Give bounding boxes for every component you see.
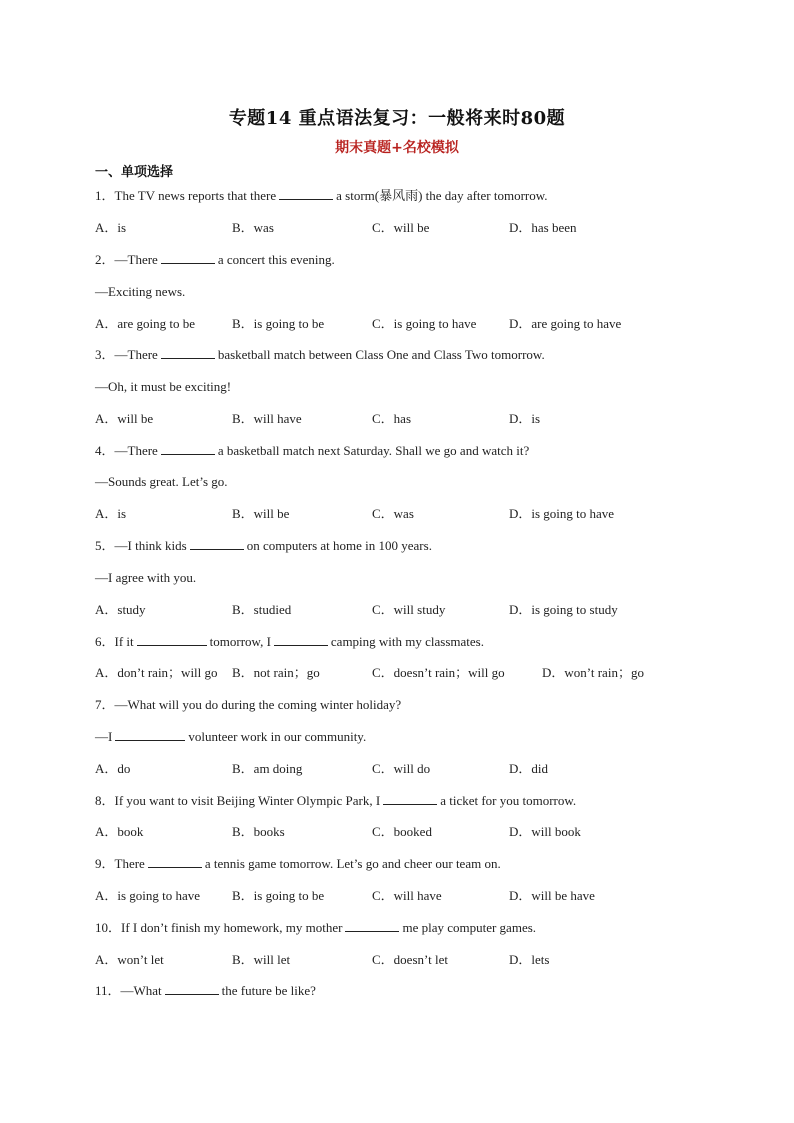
option-d: D．will book xyxy=(509,824,581,839)
option-c: C．will have xyxy=(372,888,442,903)
option-d: D．is going to study xyxy=(509,602,618,617)
answer-blank xyxy=(190,538,244,550)
answer-blank xyxy=(161,252,215,264)
question-stem: 7．—What will you do during the coming winter holiday? xyxy=(95,697,402,712)
page-subtitle: 期末真题+名校模拟 xyxy=(335,140,459,156)
option-c: C．has xyxy=(372,411,412,426)
question-stem: 9．There a tennis game tomorrow. Let’s go and cheer our team on. xyxy=(95,856,501,871)
option-b: B．was xyxy=(232,220,274,235)
option-a: A．don’t rain；will go xyxy=(95,665,218,680)
answer-blank xyxy=(161,347,215,359)
option-b: B．is going to be xyxy=(232,888,325,903)
option-a: A．book xyxy=(95,824,144,839)
option-b: B．is going to be xyxy=(232,316,325,331)
option-a: A．do xyxy=(95,761,131,776)
option-a: A．is xyxy=(95,220,127,235)
option-b: B．studied xyxy=(232,602,292,617)
answer-blank xyxy=(345,920,399,932)
option-d: D．are going to have xyxy=(509,316,622,331)
option-c: C．was xyxy=(372,506,414,521)
question-stem: 8．If you want to visit Beijing Winter Olympic Park, I a ticket for you tomorrow. xyxy=(95,793,577,808)
section-heading: 一、单项选择 xyxy=(95,165,174,180)
page-title: 专题14 重点语法复习：一般将来时80题 xyxy=(228,108,566,129)
option-d: D．will be have xyxy=(509,888,595,903)
answer-blank xyxy=(148,856,202,868)
option-d: D．won’t rain；go xyxy=(542,665,644,680)
option-d: D．has been xyxy=(509,220,577,235)
dialogue-line: —Exciting news. xyxy=(95,284,186,299)
option-a: A．is xyxy=(95,506,127,521)
question-stem: 3．—There basketball match between Class One and Class Two tomorrow. xyxy=(95,347,545,362)
option-d: D．is xyxy=(509,411,541,426)
option-a: A．won’t let xyxy=(95,952,164,967)
dialogue-line: —Oh, it must be exciting! xyxy=(95,379,232,394)
option-a: A．will be xyxy=(95,411,154,426)
question-stem: 2．—There a concert this evening. xyxy=(95,252,335,267)
answer-blank xyxy=(165,983,219,995)
option-a: A．study xyxy=(95,602,146,617)
answer-blank xyxy=(279,188,333,200)
question-stem: 1．The TV news reports that there a storm(暴风雨) the day after tomorrow. xyxy=(95,188,548,203)
option-c: C．will be xyxy=(372,220,430,235)
question-stem: 10．If I don’t finish my homework, my mother me play computer games. xyxy=(95,920,537,935)
option-d: D．did xyxy=(509,761,549,776)
dialogue-line: —I volunteer work in our community. xyxy=(95,729,367,744)
option-b: B．books xyxy=(232,824,285,839)
option-c: C．booked xyxy=(372,824,432,839)
option-b: B．will be xyxy=(232,506,290,521)
option-a: A．are going to be xyxy=(95,316,196,331)
answer-blank xyxy=(137,634,207,646)
answer-blank xyxy=(115,729,185,741)
option-c: C．will do xyxy=(372,761,431,776)
option-b: B．not rain；go xyxy=(232,665,320,680)
question-stem: 4．—There a basketball match next Saturday. Shall we go and watch it? xyxy=(95,443,530,458)
option-d: D．is going to have xyxy=(509,506,615,521)
answer-blank xyxy=(274,634,328,646)
option-d: D．lets xyxy=(509,952,550,967)
question-stem: 6．If it tomorrow, I camping with my classmates. xyxy=(95,634,484,649)
dialogue-line: —I agree with you. xyxy=(95,570,197,585)
option-c: C．is going to have xyxy=(372,316,477,331)
option-c: C．doesn’t rain；will go xyxy=(372,665,505,680)
question-stem: 11．—What the future be like? xyxy=(95,983,316,998)
option-c: C．doesn’t let xyxy=(372,952,448,967)
option-b: B．am doing xyxy=(232,761,303,776)
answer-blank xyxy=(383,793,437,805)
dialogue-line: —Sounds great. Let’s go. xyxy=(95,474,228,489)
option-a: A．is going to have xyxy=(95,888,201,903)
option-b: B．will have xyxy=(232,411,302,426)
option-c: C．will study xyxy=(372,602,446,617)
answer-blank xyxy=(161,443,215,455)
question-stem: 5．—I think kids on computers at home in 100 years. xyxy=(95,538,432,553)
option-b: B．will let xyxy=(232,952,291,967)
